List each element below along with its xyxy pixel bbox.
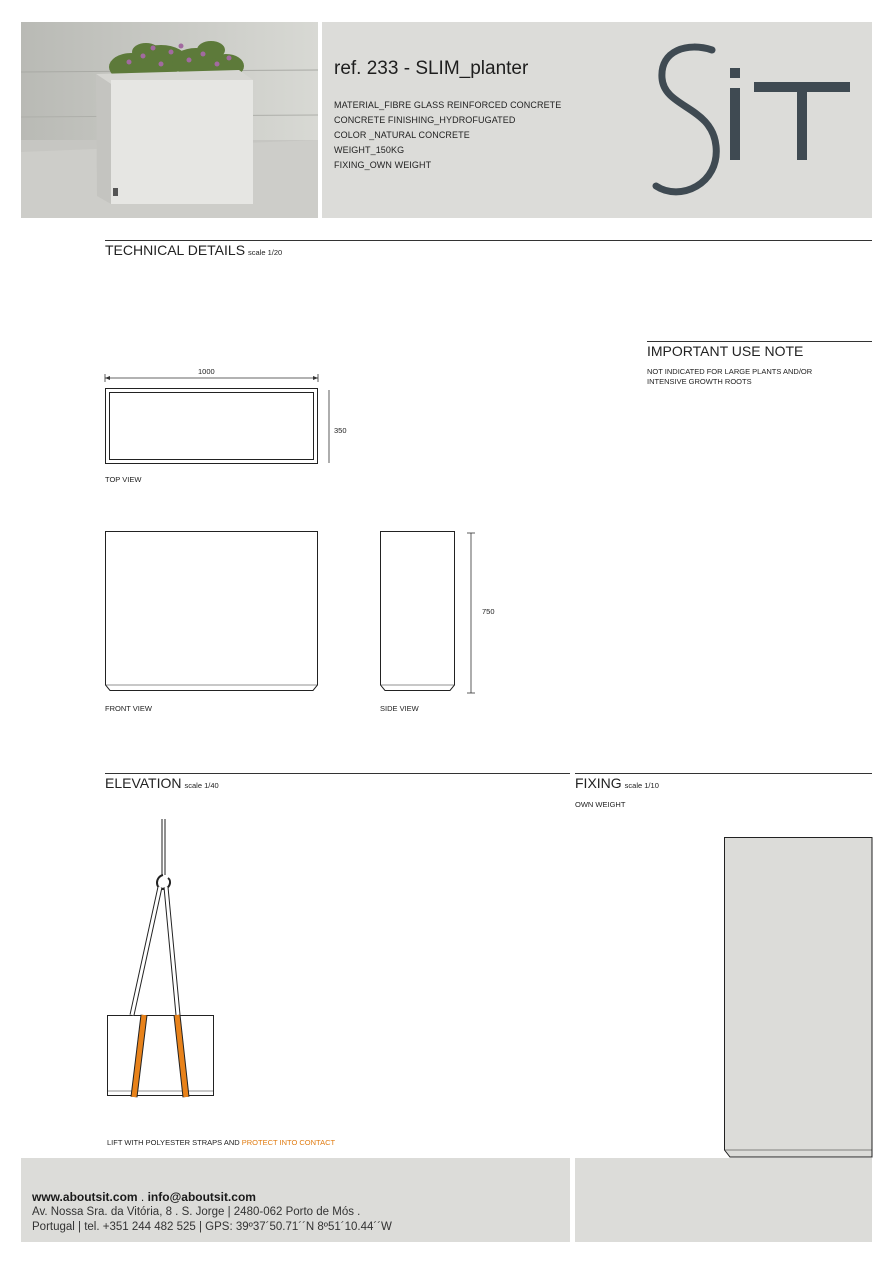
planter-photo-illustration: [21, 22, 318, 218]
elevation-caption-text: LIFT WITH POLYESTER STRAPS AND: [107, 1138, 242, 1147]
side-view-drawing: [375, 528, 485, 696]
technical-section-heading: [105, 242, 282, 258]
footer-website-link[interactable]: www.aboutsit.com: [32, 1190, 138, 1204]
note-section-rule: [647, 341, 872, 342]
product-title: ref. 233 - SLIM_planter: [334, 58, 529, 79]
front-view-label: FRONT VIEW: [105, 704, 152, 713]
footer-separator: .: [137, 1190, 148, 1204]
top-view-label: TOP VIEW: [105, 475, 142, 484]
fixing-scale: scale 1/10: [624, 781, 659, 790]
footer-panel-right: [575, 1158, 872, 1242]
fixing-drawing: [720, 834, 880, 1158]
technical-section-rule: [105, 240, 872, 241]
spec-fixing: FIXING_OWN WEIGHT: [334, 160, 432, 170]
technical-title: TECHNICAL DETAILS: [105, 242, 246, 258]
spec-weight: WEIGHT_150KG: [334, 145, 405, 155]
product-photo: [21, 22, 318, 218]
spec-material: MATERIAL_FIBRE GLASS REINFORCED CONCRETE: [334, 100, 562, 110]
elevation-title: ELEVATION: [105, 775, 182, 791]
fixing-title: FIXING: [575, 775, 622, 791]
footer-contact-line: [32, 1190, 256, 1204]
sit-logo: [650, 36, 860, 206]
elevation-caption-highlight: PROTECT INTO CONTACT: [241, 1138, 336, 1147]
depth-dimension-label: 350: [334, 426, 347, 435]
side-view-label: SIDE VIEW: [380, 704, 419, 713]
spec-color: COLOR _NATURAL CONCRETE: [334, 130, 470, 140]
footer-email-link[interactable]: info@aboutsit.com: [147, 1190, 256, 1204]
top-view-drawing: [100, 370, 350, 470]
sit-logo-icon: [650, 36, 860, 206]
lifting-elevation-drawing: [100, 815, 230, 1100]
front-view-drawing: [100, 528, 325, 694]
spec-finishing: CONCRETE FINISHING_HYDROFUGATED: [334, 115, 516, 125]
height-dimension-label: 750: [482, 607, 495, 616]
fixing-section-rule: [575, 773, 872, 774]
footer-address: Av. Nossa Sra. da Vitória, 8 . S. Jorge | 2480-062 Porto de Mós .: [32, 1206, 361, 1218]
note-line-2: INTENSIVE GROWTH ROOTS: [647, 377, 752, 386]
fixing-subtitle: OWN WEIGHT: [575, 800, 626, 809]
note-title: IMPORTANT USE NOTE: [647, 343, 804, 359]
footer-phone-gps: Portugal | tel. +351 244 482 525 | GPS: 39º37´50.71´´N 8º51´10.44´´W: [32, 1221, 392, 1233]
elevation-caption: [107, 1138, 335, 1147]
width-dimension-label: 1000: [198, 367, 215, 376]
elevation-scale: scale 1/40: [184, 781, 219, 790]
elevation-section-heading: [105, 775, 219, 791]
fixing-section-heading: [575, 775, 659, 791]
elevation-section-rule: [105, 773, 570, 774]
note-line-1: NOT INDICATED FOR LARGE PLANTS AND/OR: [647, 367, 813, 376]
technical-scale: scale 1/20: [248, 248, 283, 257]
